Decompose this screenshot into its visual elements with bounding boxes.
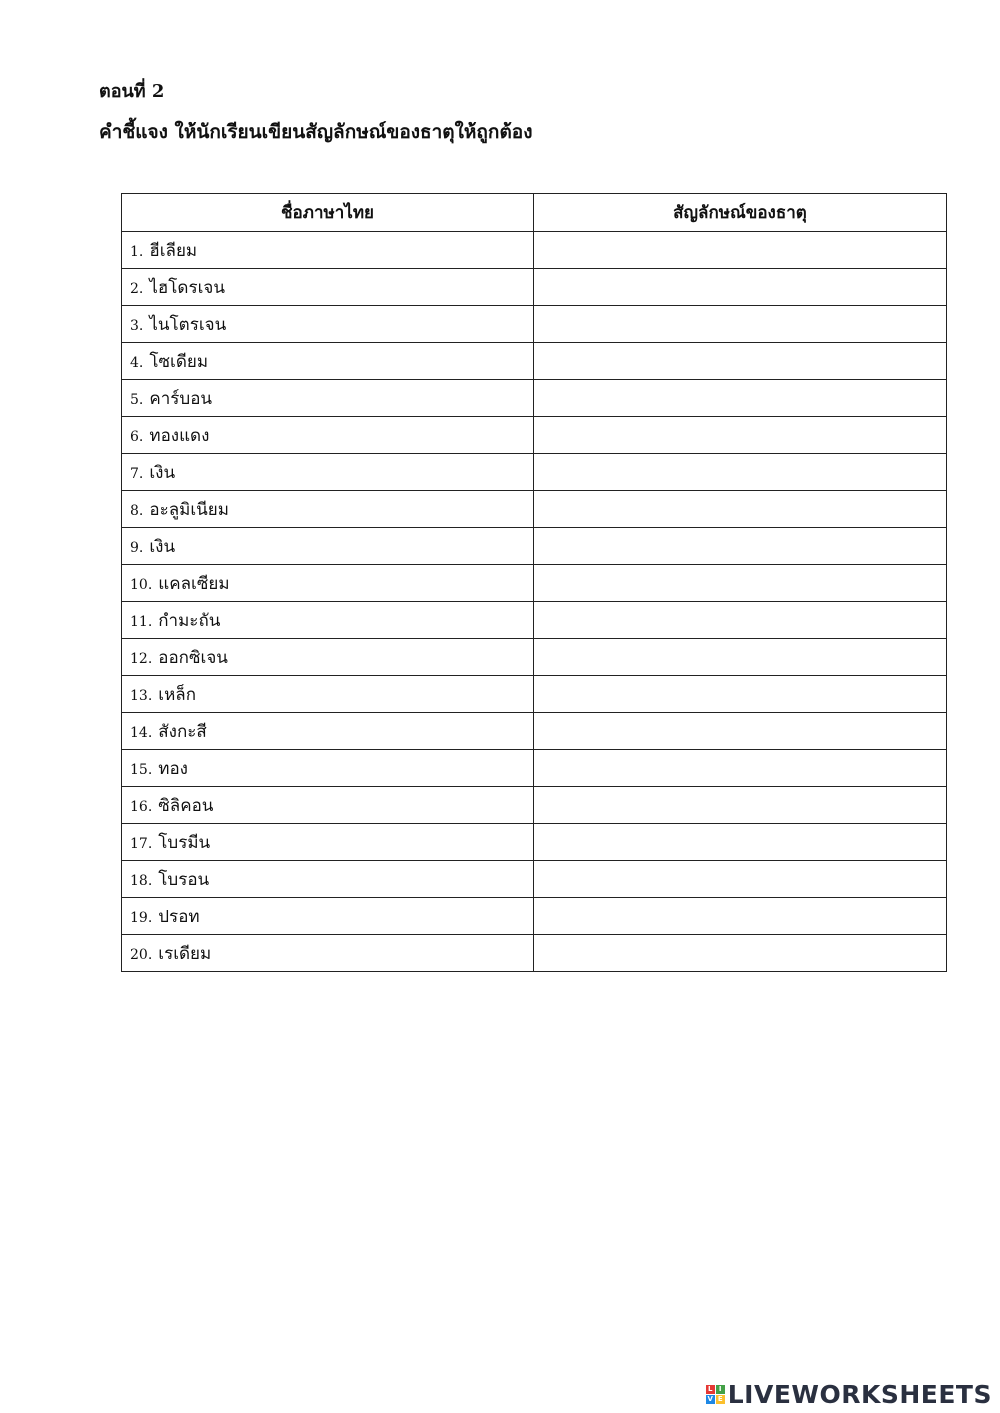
- element-thai-name-cell: [122, 787, 534, 824]
- instruction-text: คำชี้แจง ให้นักเรียนเขียนสัญลักษณ์ของธาตุให้ถูกต้อง: [99, 121, 533, 143]
- element-thai-name: สังกะสี: [158, 721, 207, 742]
- element-thai-name: ไนโตรเจน: [149, 314, 227, 335]
- element-symbol-answer-cell[interactable]: [534, 935, 947, 972]
- element-thai-name: เงิน: [149, 462, 176, 483]
- element-symbol-answer-cell[interactable]: [534, 898, 947, 935]
- column-header-element-symbol: สัญลักษณ์ของธาตุ: [534, 194, 947, 232]
- element-thai-name: คาร์บอน: [149, 388, 213, 409]
- element-thai-name-cell: [122, 306, 534, 343]
- row-number: 16.: [130, 798, 153, 815]
- element-symbol-answer-cell[interactable]: [534, 824, 947, 861]
- element-symbol-answer-cell[interactable]: [534, 713, 947, 750]
- element-symbol-answer-cell[interactable]: [534, 750, 947, 787]
- element-thai-name: เรเดียม: [158, 943, 212, 964]
- table-body: [122, 232, 947, 972]
- element-symbol-answer-cell[interactable]: [534, 787, 947, 824]
- element-thai-name: อะลูมิเนียม: [149, 499, 229, 520]
- element-symbol-answer-cell[interactable]: [534, 565, 947, 602]
- element-thai-name: โซเดียม: [149, 351, 209, 372]
- element-symbol-answer-cell[interactable]: [534, 676, 947, 713]
- element-thai-name-cell: [122, 602, 534, 639]
- element-thai-name-cell: [122, 713, 534, 750]
- element-thai-name: โบรอน: [158, 869, 210, 890]
- element-thai-name: ปรอท: [158, 906, 200, 927]
- element-thai-name-cell: [122, 565, 534, 602]
- element-symbol-answer-cell[interactable]: [534, 454, 947, 491]
- table-row: [122, 676, 947, 713]
- watermark-text: LIVEWORKSHEETS: [727, 1379, 992, 1409]
- element-thai-name-cell: [122, 824, 534, 861]
- table-row: [122, 306, 947, 343]
- element-thai-name: โบรมีน: [158, 832, 211, 853]
- element-thai-name: เงิน: [149, 536, 176, 557]
- table-row: [122, 787, 947, 824]
- table-row: [122, 565, 947, 602]
- table-row: [122, 528, 947, 565]
- table-row: [122, 713, 947, 750]
- row-number: 18.: [130, 872, 153, 889]
- table-row: [122, 454, 947, 491]
- logo-square: I: [716, 1385, 725, 1394]
- element-symbol-answer-cell[interactable]: [534, 602, 947, 639]
- row-number: 12.: [130, 650, 153, 667]
- table-row: [122, 380, 947, 417]
- element-thai-name-cell: [122, 935, 534, 972]
- liveworksheets-logo-icon: [706, 1385, 725, 1404]
- table-row: [122, 750, 947, 787]
- table-row: [122, 935, 947, 972]
- element-symbol-answer-cell[interactable]: [534, 861, 947, 898]
- row-number: 14.: [130, 724, 153, 741]
- table-row: [122, 639, 947, 676]
- element-symbol-answer-cell[interactable]: [534, 306, 947, 343]
- element-thai-name-cell: [122, 639, 534, 676]
- element-thai-name: ไฮโดรเจน: [149, 277, 225, 298]
- table-row: [122, 232, 947, 269]
- element-thai-name: ซิลิคอน: [158, 795, 214, 816]
- row-number: 1.: [130, 243, 144, 260]
- row-number: 4.: [130, 354, 144, 371]
- element-thai-name: แคลเซียม: [158, 573, 230, 594]
- logo-square: V: [707, 1394, 713, 1403]
- element-thai-name: ออกซิเจน: [158, 647, 228, 668]
- table-row: [122, 898, 947, 935]
- row-number: 8.: [130, 502, 144, 519]
- element-thai-name-cell: [122, 343, 534, 380]
- element-symbol-answer-cell[interactable]: [534, 269, 947, 306]
- row-number: 19.: [130, 909, 153, 926]
- row-number: 13.: [130, 687, 153, 704]
- element-thai-name-cell: [122, 454, 534, 491]
- element-symbol-table: [121, 193, 947, 972]
- row-number: 20.: [130, 946, 153, 963]
- element-thai-name: ฮีเลียม: [149, 240, 198, 261]
- row-number: 2.: [130, 280, 144, 297]
- liveworksheets-watermark: [706, 1378, 992, 1410]
- table-row: [122, 602, 947, 639]
- table-header-row: [122, 194, 947, 232]
- element-symbol-answer-cell[interactable]: [534, 528, 947, 565]
- row-number: 9.: [130, 539, 144, 556]
- column-header-thai-name: ชื่อภาษาไทย: [122, 194, 534, 232]
- row-number: 6.: [130, 428, 144, 445]
- element-symbol-answer-cell[interactable]: [534, 232, 947, 269]
- element-thai-name-cell: [122, 861, 534, 898]
- row-number: 15.: [130, 761, 153, 778]
- row-number: 11.: [130, 613, 153, 630]
- element-symbol-answer-cell[interactable]: [534, 639, 947, 676]
- logo-square: L: [706, 1385, 715, 1394]
- table-row: [122, 491, 947, 528]
- row-number: 7.: [130, 465, 144, 482]
- element-thai-name-cell: [122, 380, 534, 417]
- element-thai-name-cell: [122, 269, 534, 306]
- row-number: 3.: [130, 317, 144, 334]
- row-number: 5.: [130, 391, 144, 408]
- table-row: [122, 861, 947, 898]
- logo-square: E: [716, 1395, 725, 1404]
- element-symbol-answer-cell[interactable]: [534, 417, 947, 454]
- element-thai-name: ทองแดง: [149, 425, 210, 446]
- element-thai-name: กำมะถัน: [158, 610, 221, 631]
- element-thai-name-cell: [122, 232, 534, 269]
- element-symbol-answer-cell[interactable]: [534, 491, 947, 528]
- element-thai-name-cell: [122, 898, 534, 935]
- element-thai-name-cell: [122, 750, 534, 787]
- table-row: [122, 824, 947, 861]
- element-symbol-answer-cell[interactable]: [534, 380, 947, 417]
- element-thai-name-cell: [122, 528, 534, 565]
- table-row: [122, 269, 947, 306]
- table-row: [122, 417, 947, 454]
- element-thai-name-cell: [122, 417, 534, 454]
- row-number: 17.: [130, 835, 153, 852]
- element-thai-name: เหล็ก: [158, 684, 196, 705]
- element-thai-name-cell: [122, 491, 534, 528]
- element-symbol-answer-cell[interactable]: [534, 343, 947, 380]
- element-thai-name-cell: [122, 676, 534, 713]
- section-title: ตอนที่ 2: [99, 81, 165, 102]
- element-thai-name: ทอง: [158, 758, 188, 779]
- row-number: 10.: [130, 576, 153, 593]
- table-row: [122, 343, 947, 380]
